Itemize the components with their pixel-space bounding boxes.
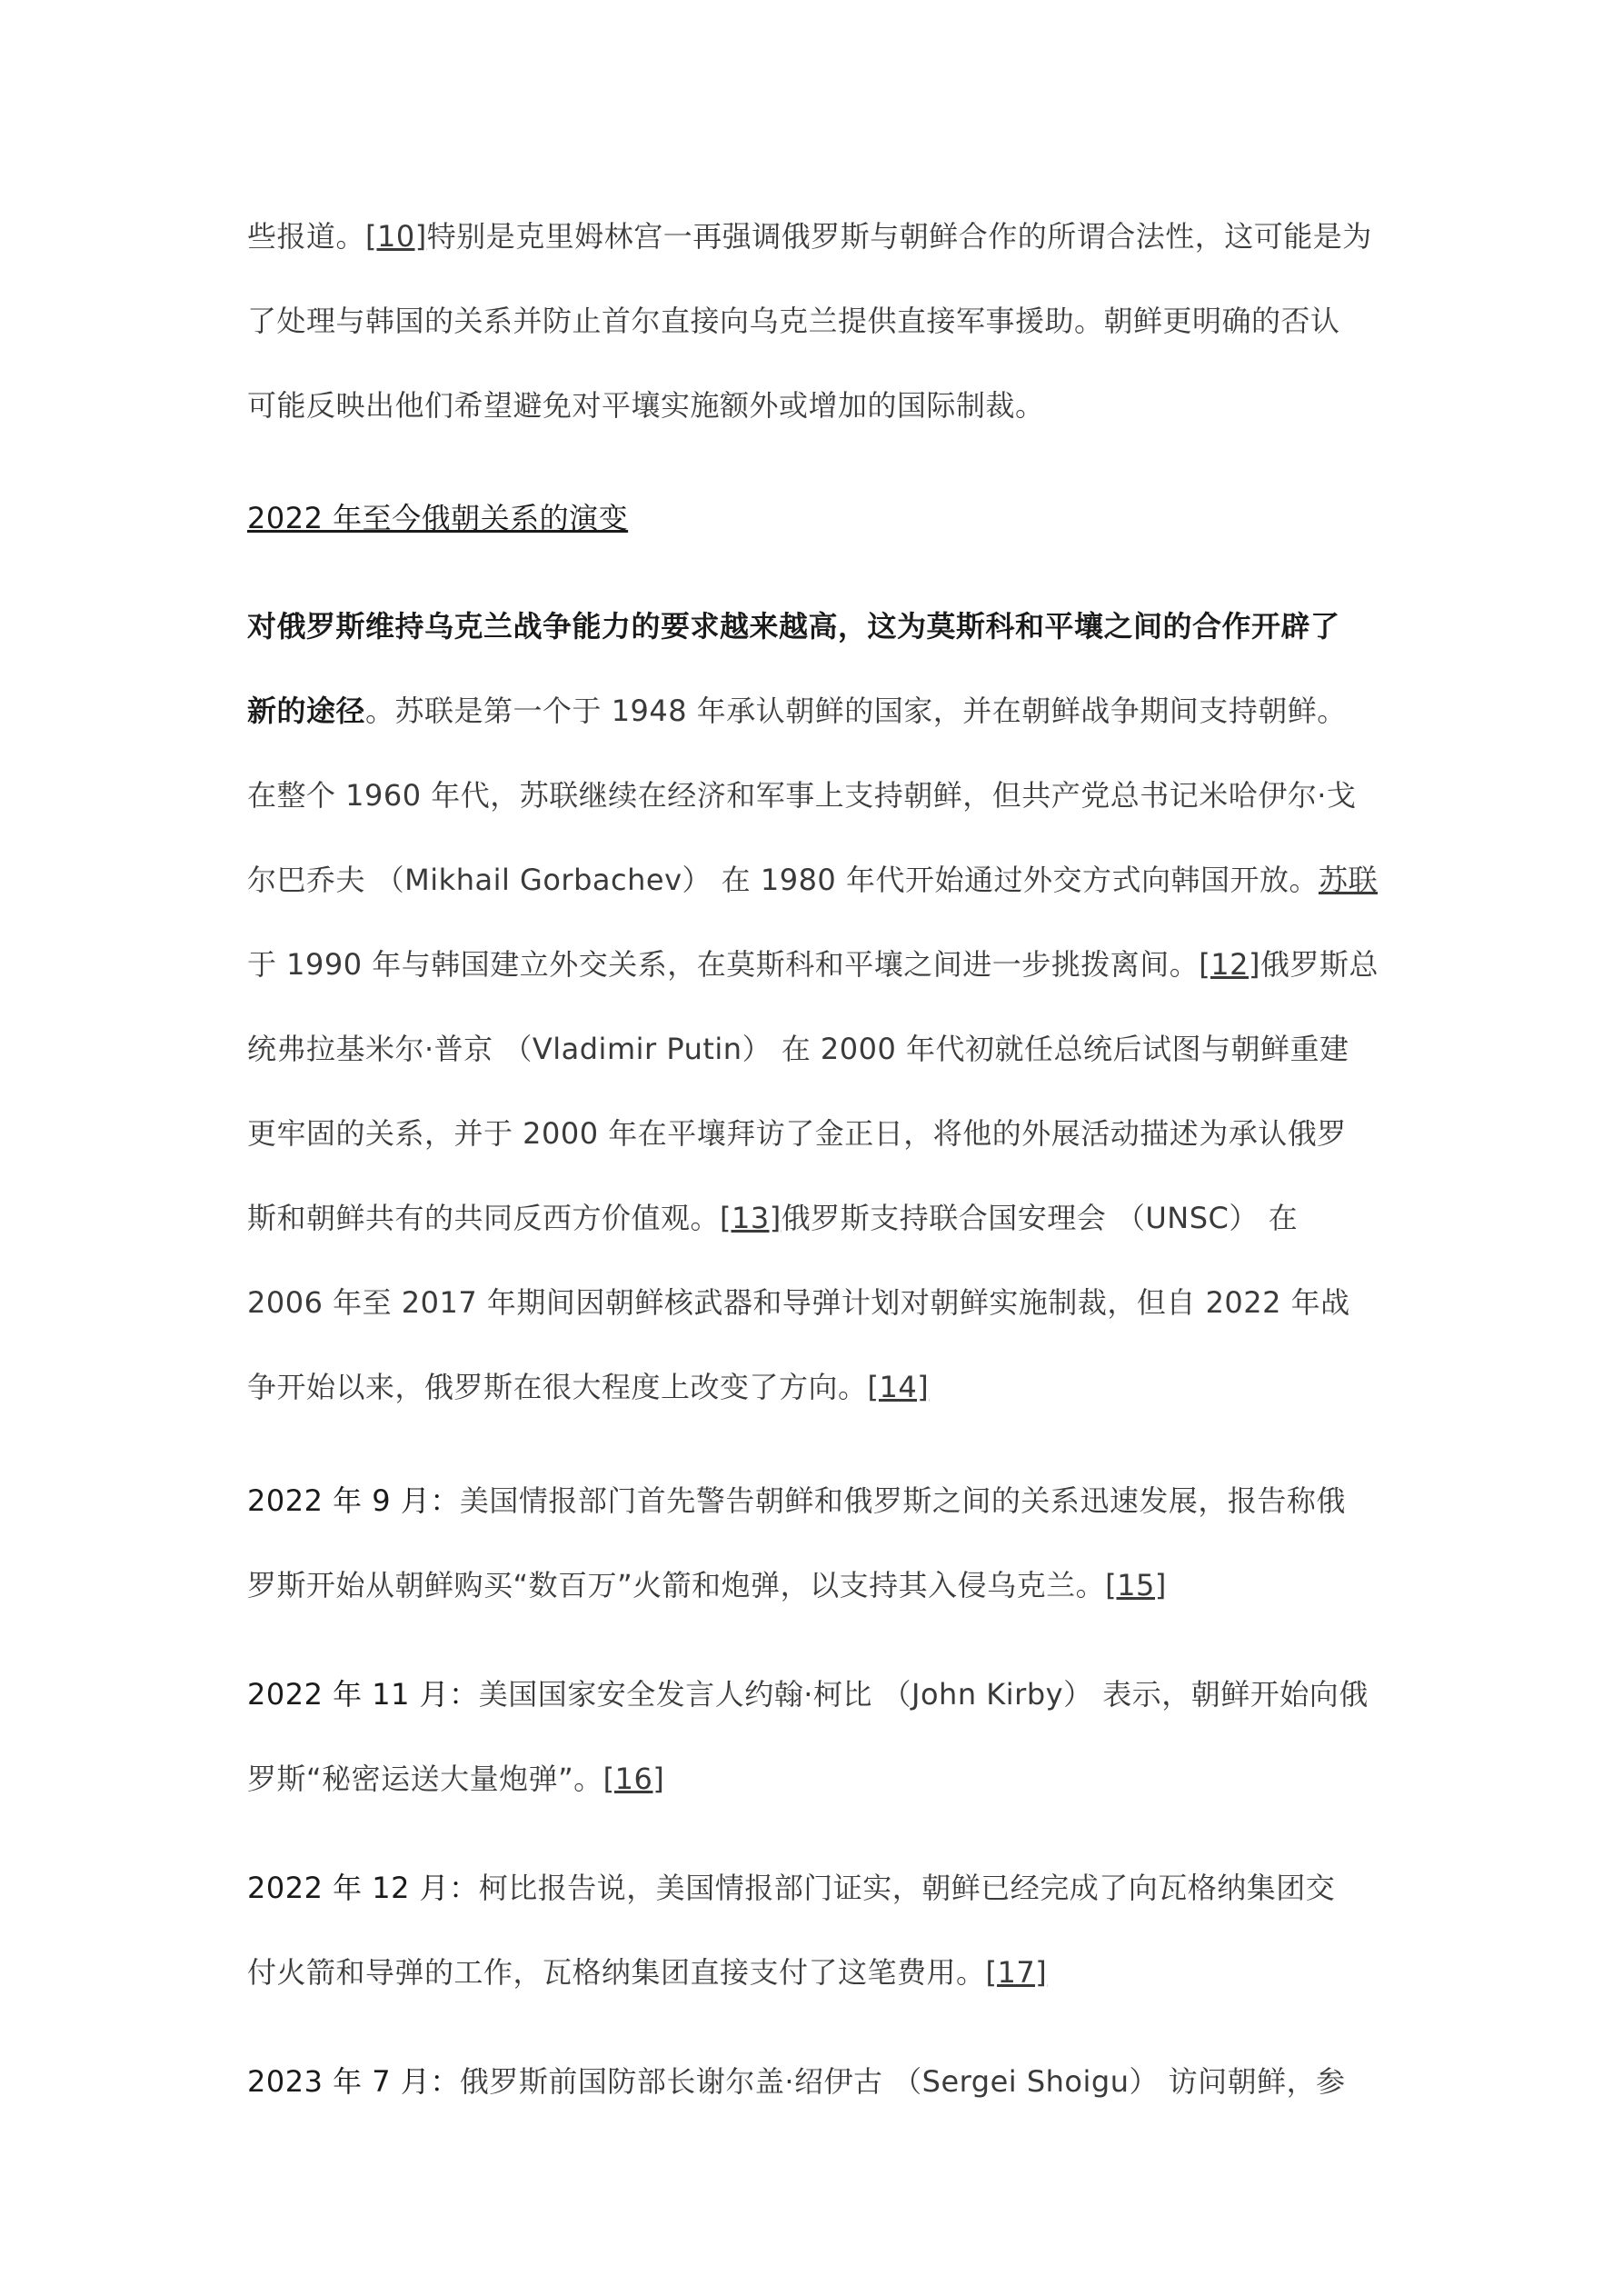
paragraph-line: [247, 385, 1392, 425]
text: 于 1990 年与韩国建立外交关系，在莫斯科和平壤之间进一步挑拨离间。: [247, 947, 1200, 982]
text: 了处理与韩国的关系并防止首尔直接向乌克兰提供直接军事援助。朝鲜更明确的否认: [247, 304, 1340, 338]
bold-lead-line: 对俄罗斯维持乌克兰战争能力的要求越来越高，这为莫斯科和平壤之间的合作开辟了: [247, 609, 1340, 644]
paragraph-line: [247, 860, 1392, 900]
paragraph-line: 更牢固的关系，并于 2000 年在平壤拜访了金正日，将他的外展活动描述为承认俄罗: [247, 1116, 1347, 1151]
timeline-date: 2023 年 7 月：: [247, 2064, 460, 2099]
paragraph-line: [247, 691, 1392, 731]
text: 俄罗斯支持联合国安理会 （UNSC） 在: [781, 1201, 1299, 1235]
text: 付火箭和导弹的工作，瓦格纳集团直接支付了这笔费用。: [247, 1955, 986, 1990]
text: 。苏联是第一个于 1948 年承认朝鲜的国家，并在朝鲜战争期间支持朝鲜。: [365, 694, 1347, 728]
paragraph-line: [247, 1367, 1392, 1407]
text: 罗斯开始从朝鲜购买“数百万”火箭和炮弹，以支持其入侵乌克兰。: [247, 1568, 1106, 1602]
text: 特别是克里姆林宫一再强调俄罗斯与朝鲜合作的所谓合法性，这可能是为: [426, 219, 1372, 254]
timeline-entry-line: [247, 1565, 1392, 1605]
paragraph-line: 在整个 1960 年代，苏联继续在经济和军事上支持朝鲜，但共产党总书记米哈伊尔·戈: [247, 778, 1357, 813]
inline-link[interactable]: 苏联: [1318, 863, 1378, 897]
timeline-entry-line: [247, 1481, 1392, 1521]
footnote-link[interactable]: [13]: [720, 1201, 782, 1235]
text: 美国国家安全发言人约翰·柯比 （John Kirby） 表示，朝鲜开始向俄: [478, 1677, 1369, 1712]
text: 斯和朝鲜共有的共同反西方价值观。: [247, 1201, 721, 1235]
text: 美国情报部门首先警告朝鲜和俄罗斯之间的关系迅速发展，报告称俄: [459, 1483, 1346, 1518]
text: 罗斯“秘密运送大量炮弹”。: [247, 1762, 603, 1796]
bold-lead-end: 新的途径: [247, 694, 366, 728]
text: 俄罗斯总: [1260, 947, 1379, 982]
text: 些报道。: [247, 219, 366, 254]
footnote-link[interactable]: [14]: [867, 1370, 930, 1404]
paragraph-line: [247, 1198, 1392, 1238]
text: 争开始以来，俄罗斯在很大程度上改变了方向。: [247, 1370, 868, 1404]
text: 柯比报告说，美国情报部门证实，朝鲜已经完成了向瓦格纳集团交: [478, 1871, 1336, 1905]
timeline-entry-line: [247, 1868, 1392, 1908]
timeline-entry-line: [247, 2061, 1392, 2101]
text: 俄罗斯前国防部长谢尔盖·绍伊古 （Sergei Shoigu） 访问朝鲜，参: [459, 2064, 1346, 2099]
footnote-link[interactable]: [16]: [602, 1762, 665, 1796]
paragraph-line: 统弗拉基米尔·普京 （Vladimir Putin） 在 2000 年代初就任总统后试图与朝鲜重建: [247, 1032, 1349, 1066]
section-heading: 2022 年至今俄朝关系的演变: [247, 501, 629, 535]
footnote-link[interactable]: [12]: [1199, 947, 1260, 982]
timeline-date: 2022 年 9 月：: [247, 1483, 460, 1518]
paragraph-line: [247, 944, 1392, 984]
paragraph-line: [247, 301, 1392, 341]
timeline-entry-line: [247, 1759, 1392, 1799]
paragraph-line: [247, 216, 1392, 256]
text: 可能反映出他们希望避免对平壤实施额外或增加的国际制裁。: [247, 388, 1045, 423]
timeline-entry-line: [247, 1674, 1392, 1714]
paragraph-line: 2006 年至 2017 年期间因朝鲜核武器和导弹计划对朝鲜实施制裁，但自 2022 年战: [247, 1285, 1350, 1320]
timeline-entry-line: [247, 1952, 1392, 1992]
footnote-link[interactable]: [17]: [985, 1955, 1048, 1990]
timeline-date: 2022 年 12 月：: [247, 1871, 479, 1905]
footnote-link[interactable]: [15]: [1105, 1568, 1167, 1602]
timeline-date: 2022 年 11 月：: [247, 1677, 479, 1712]
footnote-link[interactable]: [10]: [365, 219, 427, 254]
text: 尔巴乔夫 （Mikhail Gorbachev） 在 1980 年代开始通过外交方式向韩国开放。: [247, 863, 1319, 897]
